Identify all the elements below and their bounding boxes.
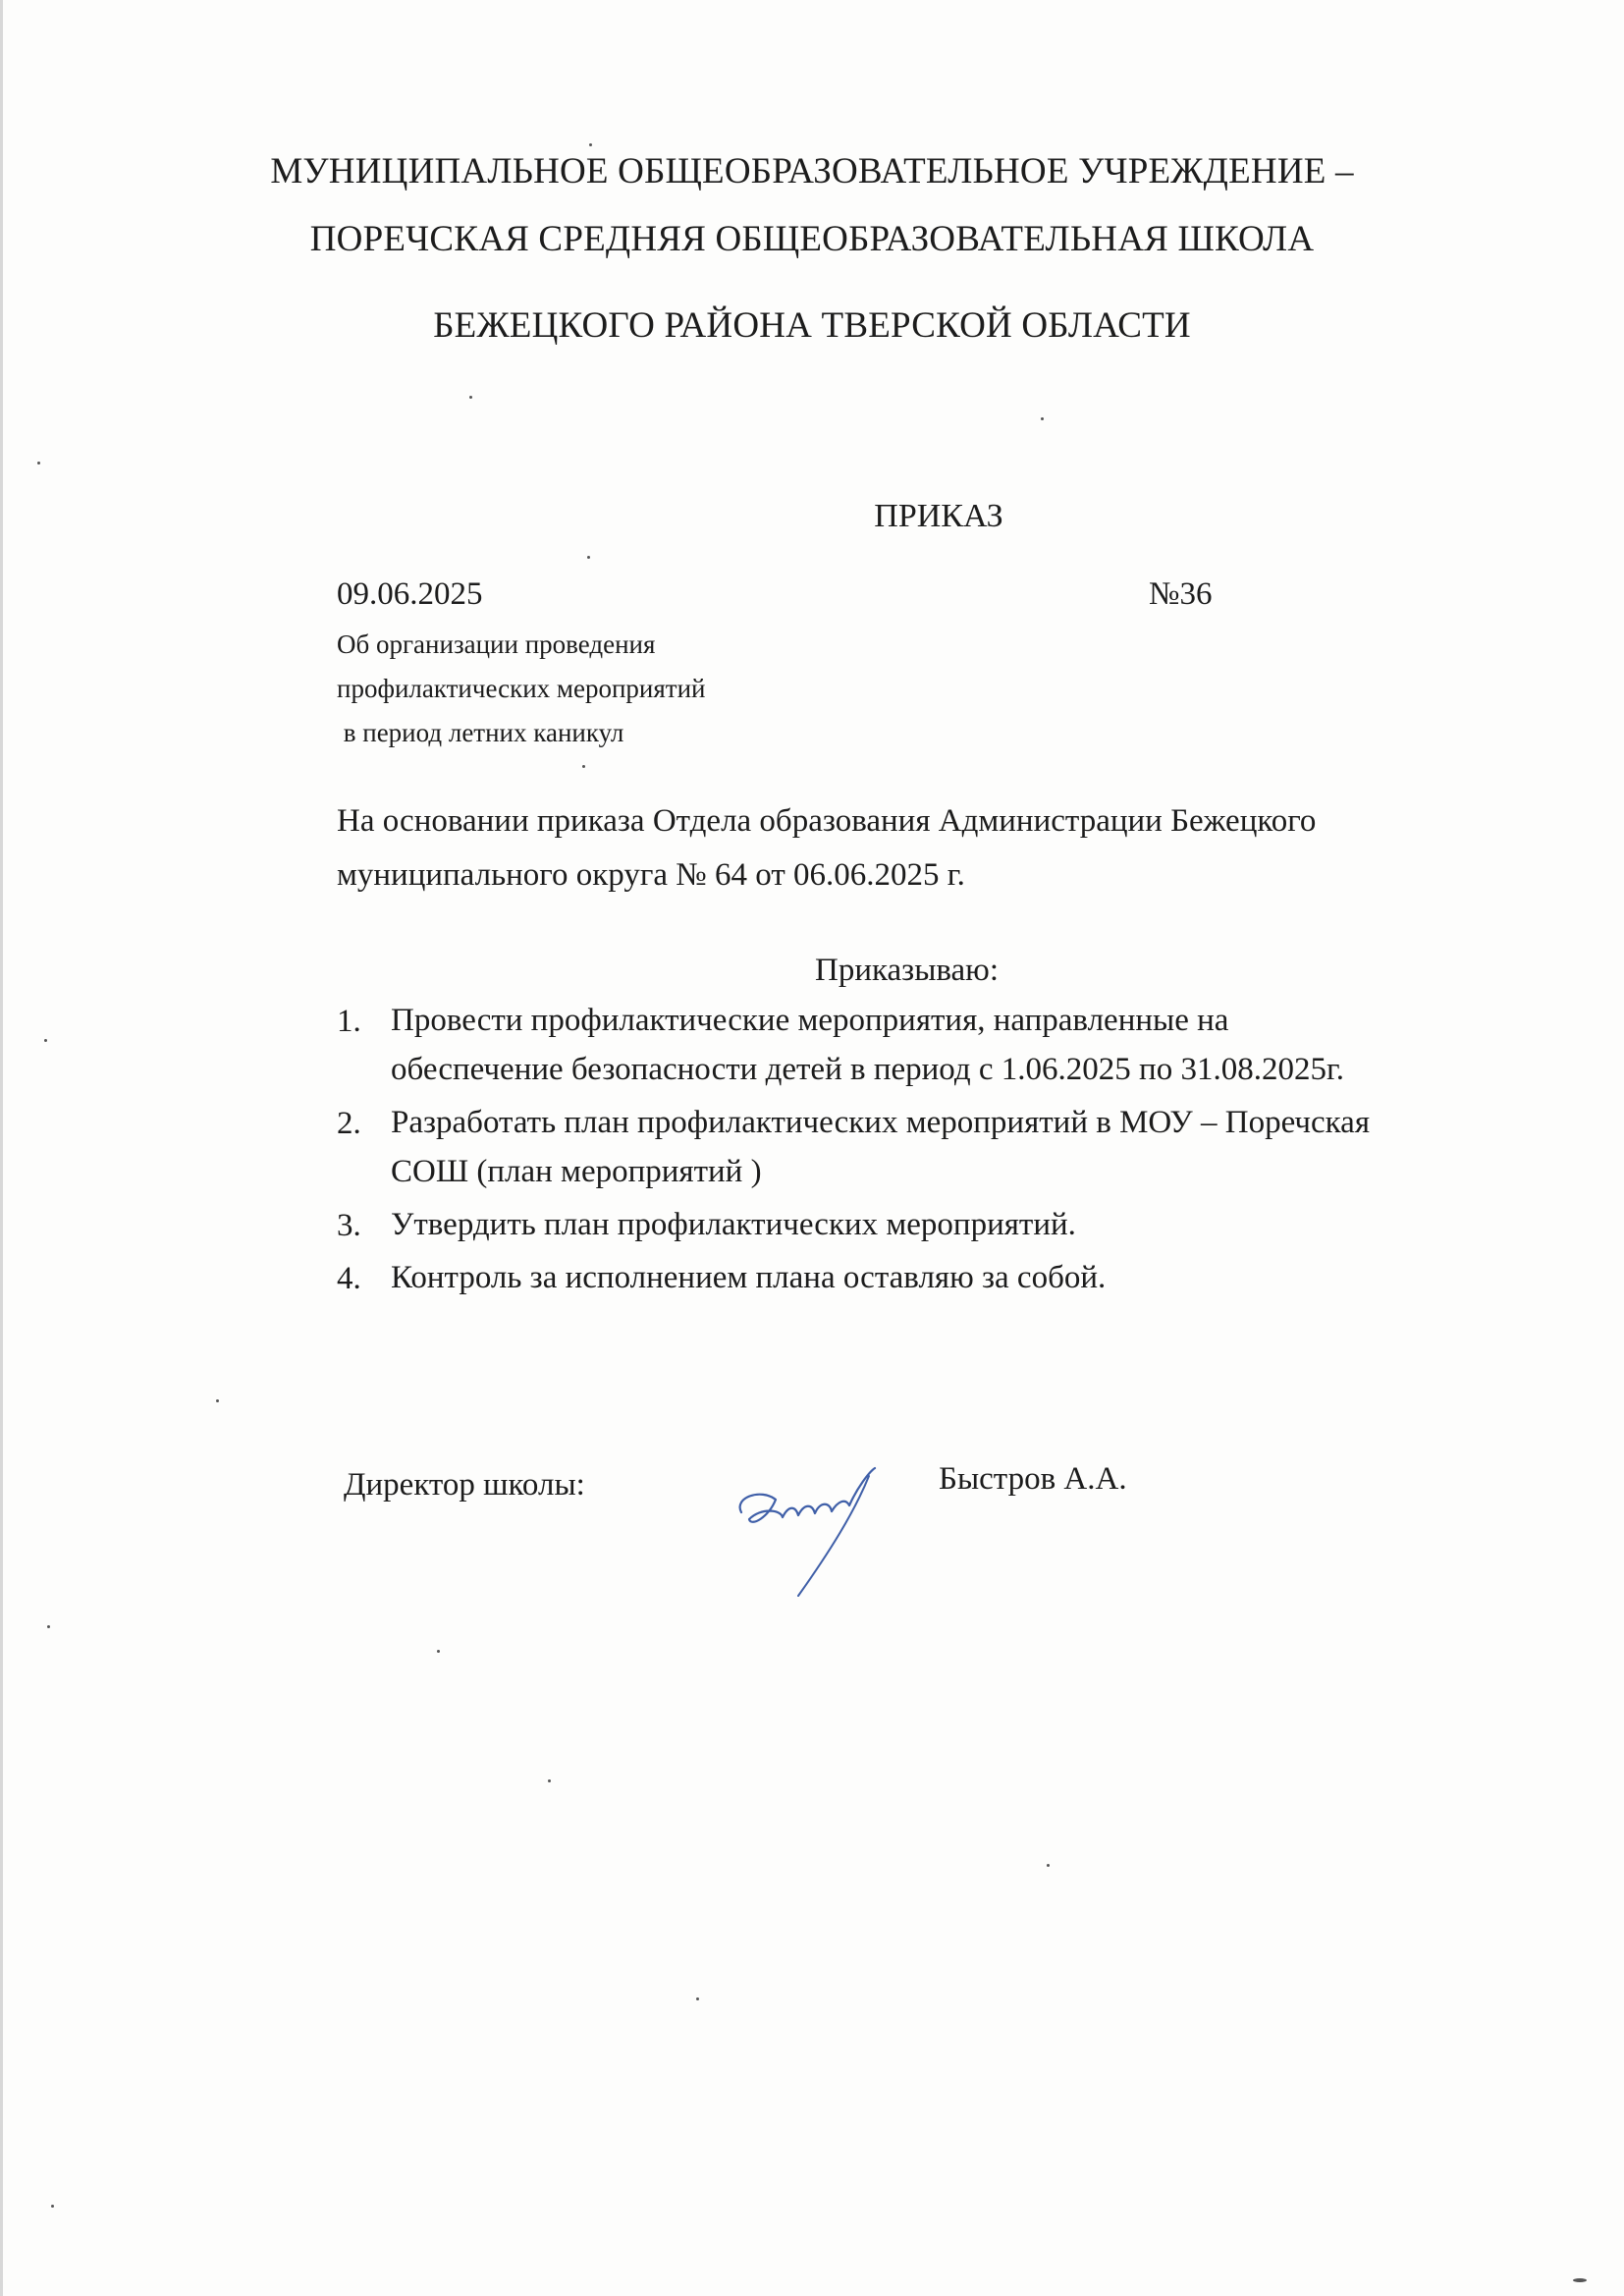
scan-speck	[589, 143, 592, 146]
list-item	[337, 1208, 1417, 1249]
scan-speck	[548, 1779, 551, 1782]
signatory-name: Быстров А.А.	[939, 1461, 1127, 1497]
item-text: Контроль за исполнением плана оставляю за собой.	[391, 1260, 1107, 1295]
subject-line-1: Об организации проведения	[337, 629, 656, 659]
item-text: Разработать план профилактических мероприятий в МОУ – Поречская СОШ (план мероприятий )	[391, 1105, 1371, 1189]
subject-line-2: профилактических мероприятий	[337, 674, 706, 703]
item-number: 1.	[337, 1004, 361, 1039]
org-name-line-1: МУНИЦИПАЛЬНОЕ ОБЩЕОБРАЗОВАТЕЛЬНОЕ УЧРЕЖДЕНИЕ –	[270, 151, 1354, 191]
signature-stroke	[798, 1476, 869, 1596]
scan-speck	[1573, 2278, 1587, 2282]
scan-speck	[216, 1399, 219, 1402]
list-item	[337, 1106, 1417, 1196]
document-title: ПРИКАЗ	[874, 498, 1003, 534]
basis-line-1: На основании приказа Отдела образования Администрации Бежецкого	[337, 803, 1317, 839]
scan-speck	[587, 556, 590, 559]
signatory-role: Директор школы:	[344, 1467, 585, 1503]
org-name-line-3: БЕЖЕЦКОГО РАЙОНА ТВЕРСКОЙ ОБЛАСТИ	[433, 305, 1191, 346]
list-item	[337, 1261, 1417, 1302]
scan-speck	[1047, 1864, 1050, 1867]
org-name-line-2: ПОРЕЧСКАЯ СРЕДНЯЯ ОБЩЕОБРАЗОВАТЕЛЬНАЯ ШКОЛА	[309, 219, 1315, 259]
scan-speck	[47, 1625, 50, 1628]
item-text: Утвердить план профилактических мероприятий.	[391, 1207, 1076, 1242]
signature-stroke	[740, 1468, 875, 1522]
scan-speck	[51, 2205, 54, 2208]
order-items-list	[337, 1004, 1417, 1314]
order-date: 09.06.2025	[337, 576, 483, 612]
scan-speck	[469, 396, 472, 399]
scan-speck	[582, 765, 585, 768]
item-number: 2.	[337, 1106, 361, 1141]
scan-speck	[437, 1650, 440, 1653]
subject-line-3: в период летних каникул	[337, 718, 624, 747]
scan-speck	[696, 1997, 699, 2000]
order-heading: Приказываю:	[815, 953, 999, 988]
list-item	[337, 1004, 1417, 1094]
scan-speck	[37, 462, 40, 465]
item-number: 3.	[337, 1208, 361, 1243]
item-text: Провести профилактические мероприятия, направленные на обеспечение безопасности детей в период с 1.06.2025 по 31.08.2025г.	[391, 1003, 1345, 1087]
item-number: 4.	[337, 1261, 361, 1296]
handwritten-signature	[722, 1458, 908, 1606]
basis-line-2: муниципального округа № 64 от 06.06.2025 г.	[337, 857, 965, 893]
order-number: №36	[1149, 576, 1213, 612]
scan-speck	[1041, 417, 1044, 420]
scan-speck	[44, 1039, 47, 1042]
